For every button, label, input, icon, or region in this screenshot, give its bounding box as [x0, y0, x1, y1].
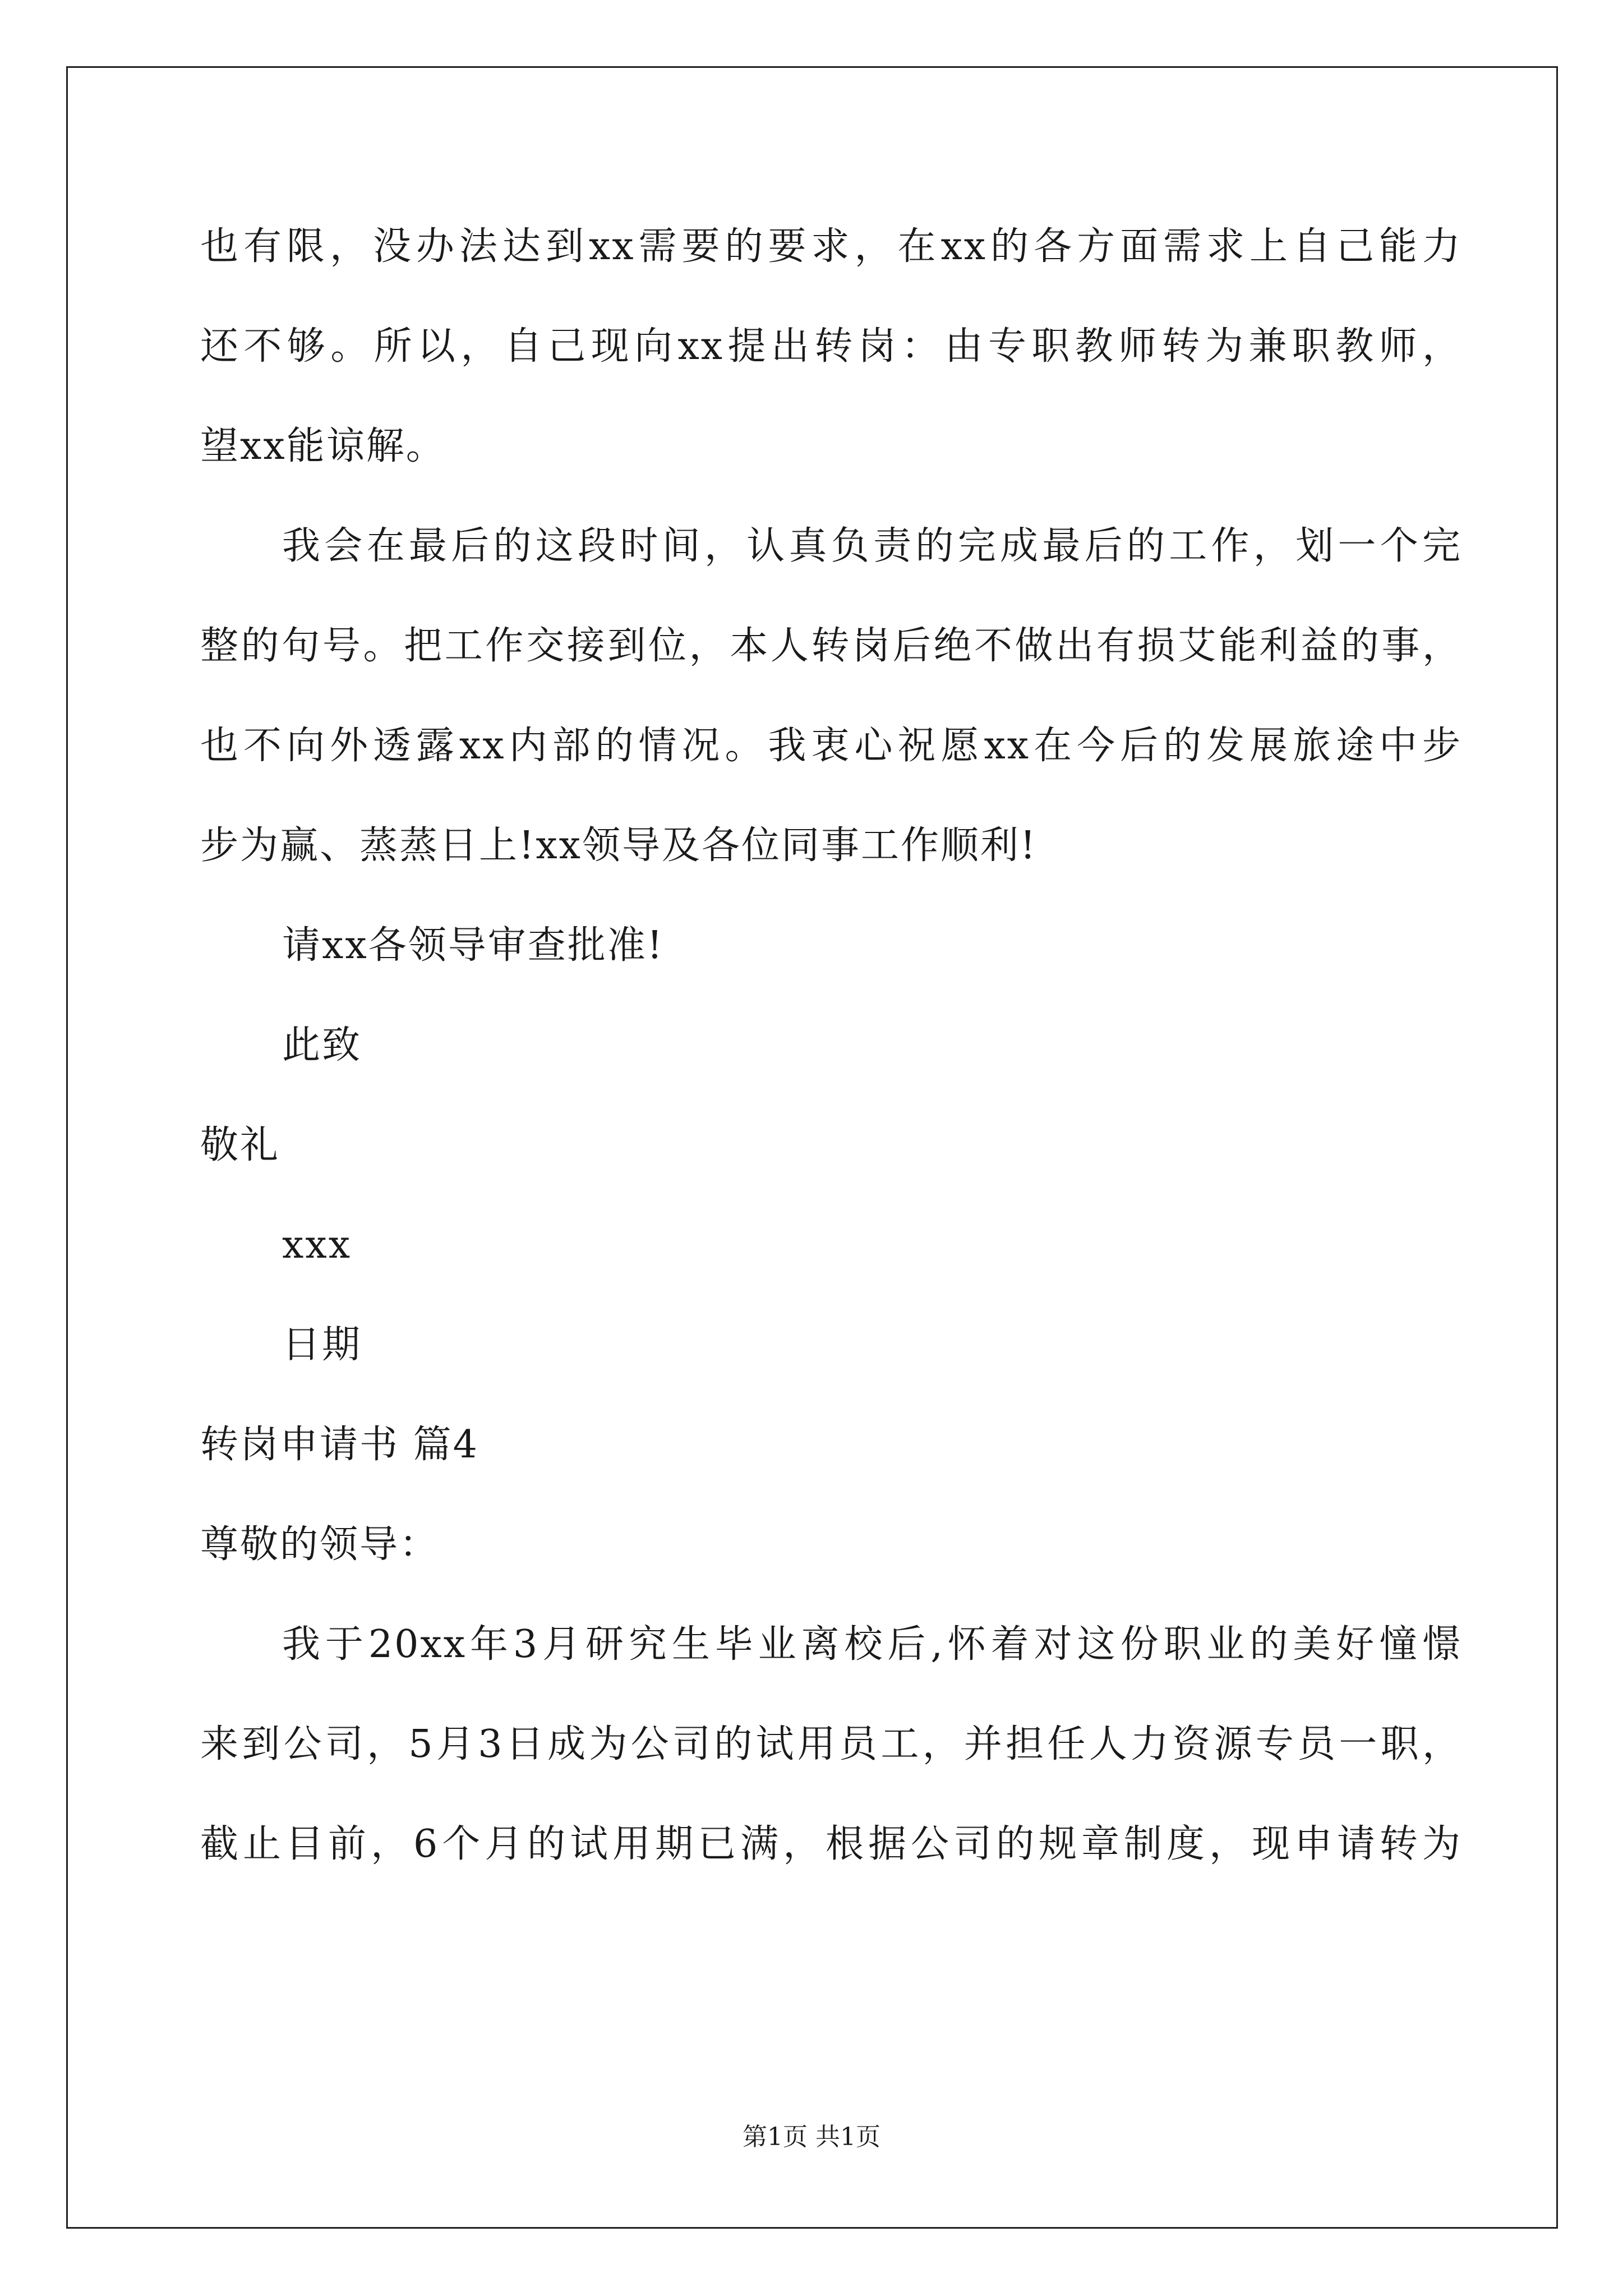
paragraph-line: 步为赢、蒸蒸日上!xx领导及各位同事工作顺利! [200, 823, 1038, 868]
paragraph-line: 来到公司，5月3日成为公司的试用员工，并担任人力资源专员一职， [200, 1722, 1462, 1766]
page-border [66, 66, 1558, 2229]
paragraph-line: 请xx各领导审查批准! [282, 923, 665, 968]
signature-name: xxx [282, 1223, 352, 1267]
paragraph-line: 望xx能谅解。 [200, 424, 446, 468]
page-footer: 第1页 共1页 [743, 2123, 880, 2151]
paragraph-line: 也不向外透露xx内部的情况。我衷心祝愿xx在今后的发展旅途中步 [200, 724, 1462, 768]
paragraph-line: 我会在最后的这段时间，认真负责的完成最后的工作，划一个完 [282, 524, 1462, 568]
paragraph-line: 还不够。所以，自己现向xx提出转岗：由专职教师转为兼职教师， [200, 324, 1462, 369]
paragraph-line: 截止目前，6个月的试用期已满，根据公司的规章制度，现申请转为 [200, 1822, 1462, 1866]
closing-regards: 敬礼 [200, 1123, 280, 1167]
signature-date: 日期 [282, 1323, 362, 1367]
closing-salutation: 此致 [282, 1023, 362, 1068]
paragraph-line: 我于20xx年3月研究生毕业离校后,怀着对这份职业的美好憧憬 [282, 1622, 1462, 1667]
paragraph-line: 整的句号。把工作交接到位，本人转岗后绝不做出有损艾能利益的事， [200, 624, 1462, 668]
greeting: 尊敬的领导： [200, 1522, 440, 1567]
section-heading: 转岗申请书 篇4 [200, 1423, 479, 1467]
paragraph-line: 也有限，没办法达到xx需要的要求，在xx的各方面需求上自己能力 [200, 224, 1462, 269]
